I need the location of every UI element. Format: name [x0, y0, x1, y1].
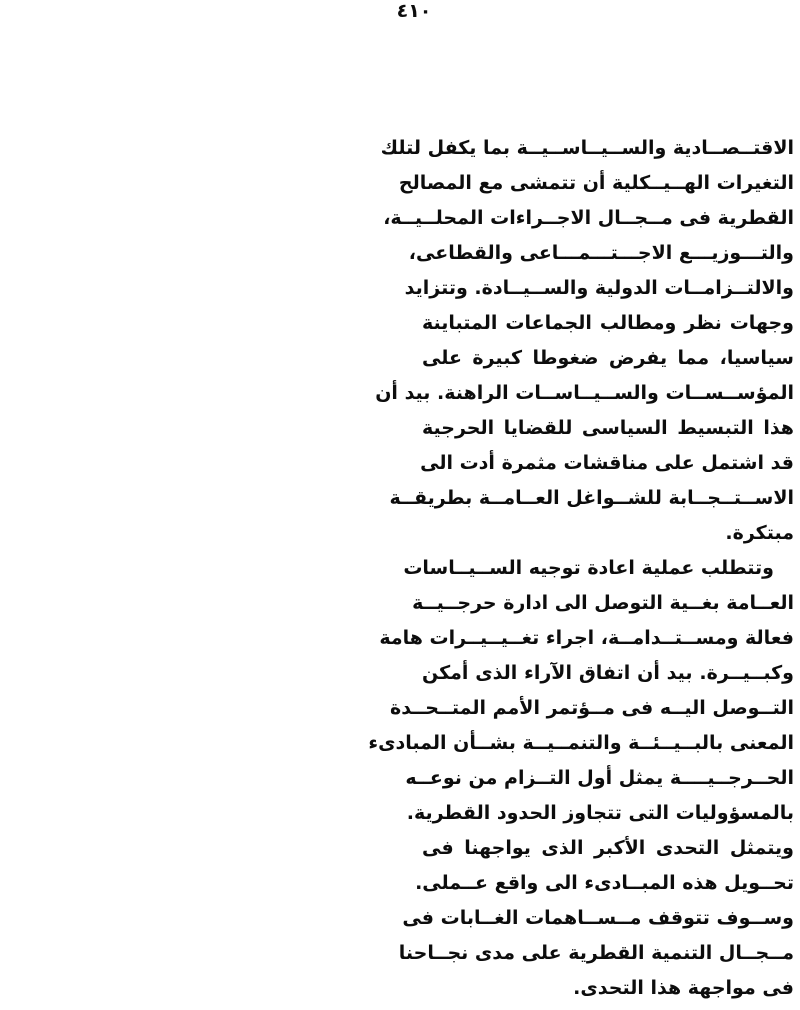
- text-line: فى مواجهة هذا التحدى.: [573, 977, 794, 999]
- text-line: وجهات نظر ومطالب الجماعات المتباينة: [422, 312, 794, 334]
- text-line: قد اشتمل على مناقشات مثمرة أدت الى: [420, 452, 794, 474]
- text-line: تحــويل هذه المبــادىء الى واقع عــملى.: [415, 872, 794, 894]
- text-line: ويتمثل التحدى الأكبر الذى يواجهنا فى: [422, 837, 794, 859]
- text-line: بالمسؤوليات التى تتجاوز الحدود القطرية.: [406, 802, 794, 824]
- text-line: فعالة ومســتــدامــة، اجراء تغــيــيــرات هامة: [379, 627, 794, 649]
- text-line: سياسيا، مما يفرض ضغوطا كبيرة على: [422, 347, 794, 369]
- page-number: ٤١٠: [396, 0, 432, 22]
- text-line: مــجــال التنمية القطرية على مدى نجــاحنا: [398, 942, 794, 964]
- text-line: التــوصل اليــه فى مــؤتمر الأمم المتــحــدة: [390, 697, 794, 719]
- text-line: وتتطلب عملية اعادة توجيه الســيــاسات: [403, 557, 774, 579]
- text-line: القطرية فى مــجــال الاجــراءات المحلــيــة،: [383, 207, 794, 229]
- text-line: وكبــيــرة. بيد أن اتفاق الآراء الذى أمكن: [422, 662, 794, 684]
- text-line: وســوف تتوقف مــســاهمات الغــابات فى: [402, 907, 794, 929]
- text-line: الحــرجــيــــة يمثل أول التــزام من نوعــه: [405, 767, 794, 789]
- text-line: المعنى بالبــيــئــة والتنمــيــة بشــأن المبادىء: [368, 732, 794, 754]
- text-line: الاقتــصــادية والســيــاســيــة بما يكفل لتلك: [380, 137, 794, 159]
- text-line: التغيرات الهــيــكلية أن تتمشى مع المصالح: [398, 172, 794, 194]
- text-line: الاســتــجــابة للشــواغل العــامــة بطريقــة: [389, 487, 794, 509]
- text-line: المؤســســات والســيــاســات الراهنة. بيد أن: [375, 382, 794, 404]
- text-line: مبتكرة.: [725, 522, 794, 544]
- text-line: هذا التبسيط السياسى للقضايا الحرجية: [422, 417, 794, 439]
- text-line: والالتــزامــات الدولية والســيــادة. وتتزايد: [404, 277, 794, 299]
- text-line: والتـــوزيـــع الاجـــتـــمـــاعى والقطاعى،: [408, 242, 794, 264]
- text-line: العــامة بغــية التوصل الى ادارة حرجــيــة: [412, 592, 794, 614]
- body-text-column: [368, 131, 794, 1006]
